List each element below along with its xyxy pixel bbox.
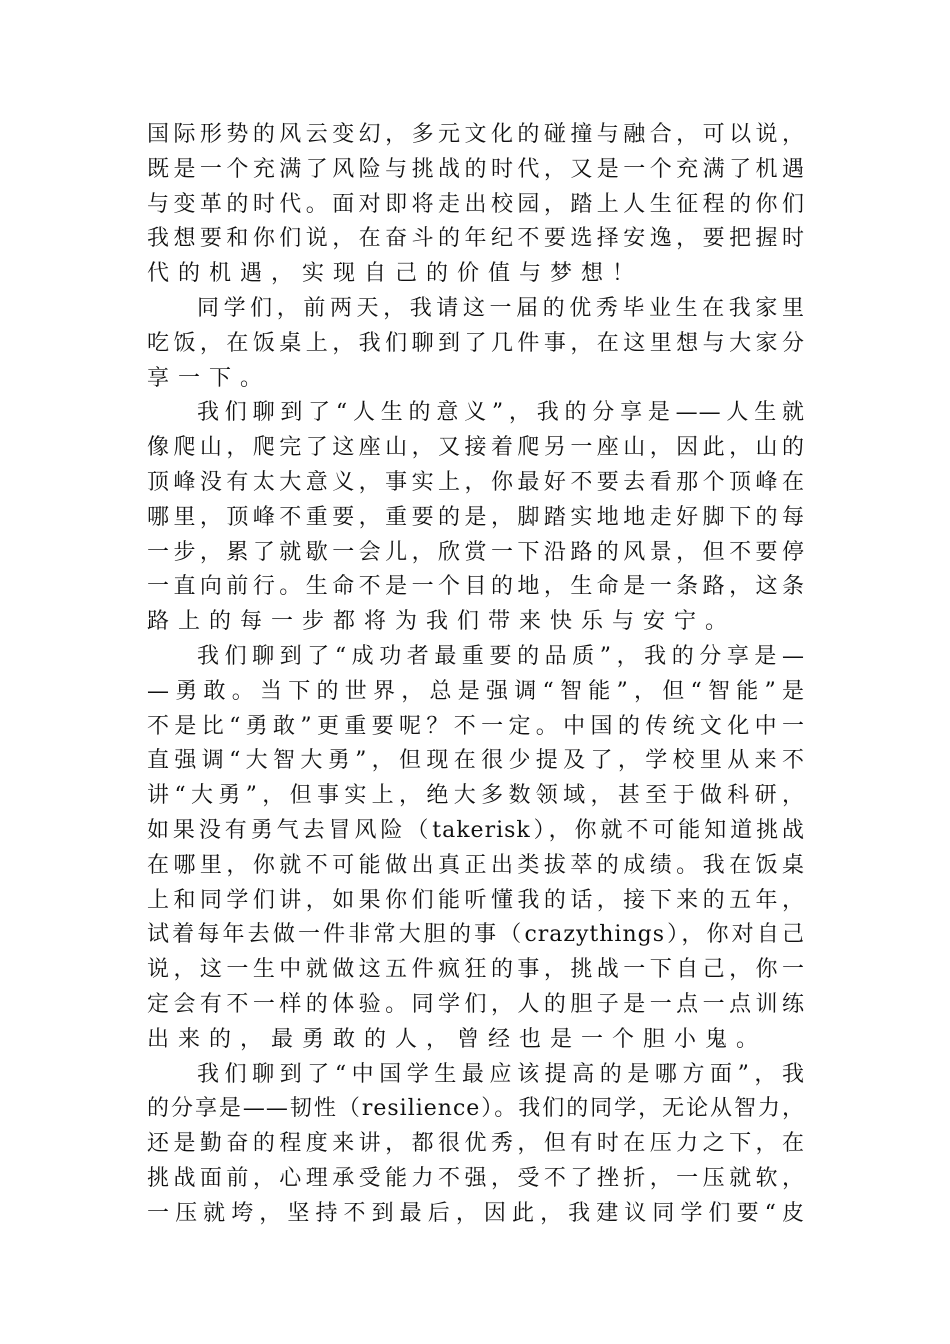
text-line: 一步，累了就歇一会儿，欣赏一下沿路的风景，但不要停 (147, 539, 805, 565)
text-line: 像爬山，爬完了这座山，又接着爬另一座山，因此，山的 (147, 435, 805, 461)
text-line: 的分享是——韧性（resilience）。我们的同学，无论从智力， (147, 1096, 805, 1122)
text-line: 哪里，顶峰不重要，重要的是，脚踏实地地走好脚下的每 (147, 504, 805, 530)
text-line: 挑战面前，心理承受能力不强，受不了挫折，一压就软， (147, 1165, 805, 1191)
text-line: 既是一个充满了风险与挑战的时代，又是一个充满了机遇 (147, 156, 805, 182)
text-line: 还是勤奋的程度来讲，都很优秀，但有时在压力之下，在 (147, 1131, 805, 1157)
text-line: 顶峰没有太大意义，事实上，你最好不要去看那个顶峰在 (147, 469, 805, 495)
text-line: 如果没有勇气去冒风险（takerisk），你就不可能知道挑战 (147, 817, 805, 843)
paragraph (147, 640, 805, 1058)
paragraph (147, 292, 805, 396)
text-line: 出来的，最勇敢的人，曾经也是一个胆小鬼。 (147, 1026, 768, 1052)
paragraph (147, 118, 805, 292)
text-line: 说，这一生中就做这五件疯狂的事，挑战一下自己，你一 (147, 957, 805, 983)
text-line: 我想要和你们说，在奋斗的年纪不要选择安逸，要把握时 (147, 226, 805, 252)
text-line: 直强调“大智大勇”，但现在很少提及了，学校里从来不 (147, 748, 805, 774)
text-line: 同学们，前两天，我请这一届的优秀毕业生在我家里 (197, 295, 805, 321)
text-line: 不是比“勇敢”更重要呢？不一定。中国的传统文化中一 (147, 713, 805, 739)
text-line: 与变革的时代。面对即将走出校园，踏上人生征程的你们 (147, 191, 805, 217)
text-line: 国际形势的风云变幻，多元文化的碰撞与融合，可以说， (147, 122, 805, 147)
text-line: 上和同学们讲，如果你们能听懂我的话，接下来的五年， (147, 887, 805, 913)
text-line: 讲“大勇”，但事实上，绝大多数领域，甚至于做科研， (147, 783, 805, 809)
text-line: —勇敢。当下的世界，总是强调“智能”，但“智能”是 (147, 678, 805, 704)
paragraph (147, 396, 805, 640)
text-line: 在哪里，你就不可能做出真正出类拔萃的成绩。我在饭桌 (147, 852, 805, 878)
paragraph (147, 1058, 805, 1232)
text-line: 享一下。 (147, 365, 272, 391)
text-line: 代的机遇，实现自己的价值与梦想！ (147, 261, 644, 287)
text-line: 试着每年去做一件非常大胆的事（crazythings），你对自己 (147, 922, 805, 948)
text-line: 一压就垮，坚持不到最后，因此，我建议同学们要“皮 (147, 1200, 805, 1226)
text-line: 吃饭，在饭桌上，我们聊到了几件事，在这里想与大家分 (147, 330, 805, 356)
text-line: 一直向前行。生命不是一个目的地，生命是一条路，这条 (147, 574, 805, 600)
text-line: 定会有不一样的体验。同学们，人的胆子是一点一点训练 (147, 991, 805, 1017)
text-line: 我们聊到了“中国学生最应该提高的是哪方面”，我 (197, 1061, 805, 1087)
text-line: 我们聊到了“成功者最重要的品质”，我的分享是— (197, 643, 805, 669)
document-page (147, 118, 805, 1232)
text-line: 路上的每一步都将为我们带来快乐与安宁。 (147, 609, 737, 635)
text-line: 我们聊到了“人生的意义”，我的分享是——人生就 (197, 400, 805, 426)
